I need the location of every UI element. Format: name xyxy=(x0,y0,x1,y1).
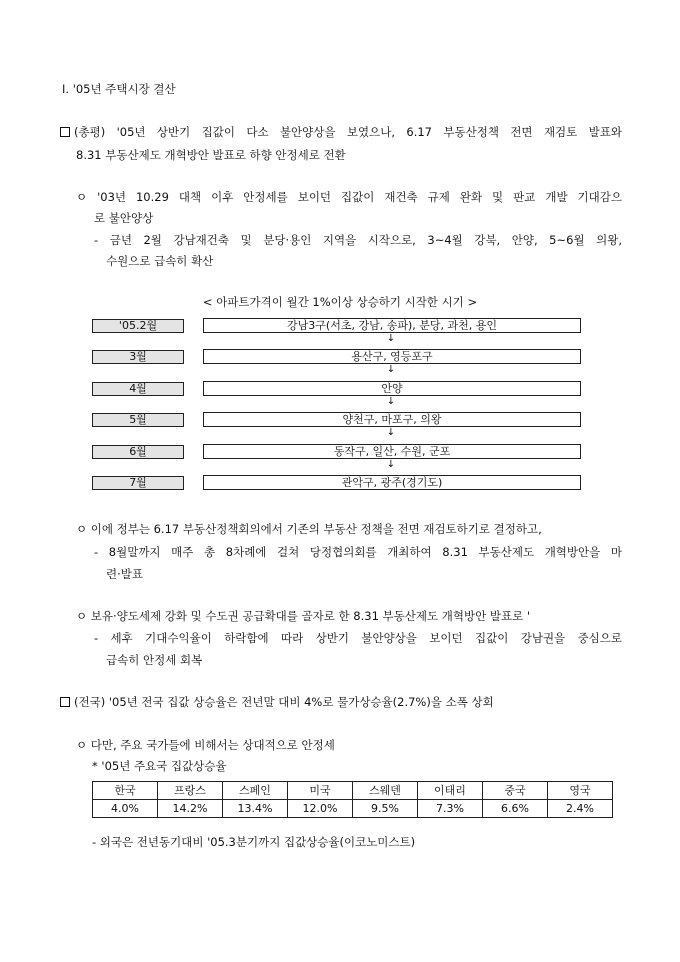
summary-line-1: (총평) '05년 상반기 집값이 다소 불안양상을 보였으나, 6.17 부동산정책 전면 재검토 발표와 xyxy=(74,125,622,139)
table-header-row xyxy=(93,782,613,800)
nationwide-line-1: (전국) '05년 전국 집값 상승율은 전년말 대비 4%로 물가상승율(2.7%)을 소폭 상회 xyxy=(74,695,494,709)
flow-month-5: 6월 xyxy=(92,445,184,459)
summary-paragraph xyxy=(60,124,622,140)
table-cell: 4.0% xyxy=(93,800,158,818)
table-header-cell: 미국 xyxy=(288,782,353,800)
flow-areas-6: 관악구, 광주(경기도) xyxy=(203,475,581,490)
table-header-cell: 스페인 xyxy=(223,782,288,800)
flow-areas-1: 강남3구(서초, 강남, 송파), 분당, 과천, 용인 xyxy=(203,318,581,333)
bullet-3-sub-line-2: 급속히 안정세 회복 xyxy=(106,653,203,667)
table-cell: 13.4% xyxy=(223,800,288,818)
section-title: Ⅰ. '05년 주택시장 결산 xyxy=(62,82,176,96)
bullet-3-line-1: ㅇ 보유·양도세제 강화 및 수도권 공급확대를 골자로 한 8.31 부동산제도 개혁방안 발표로 ' xyxy=(76,609,530,623)
bullet-1-sub-line-2: 수원으로 급속히 확산 xyxy=(106,254,214,268)
bullet-3-sub-line-1: - 세후 기대수익율이 하락함에 따라 상반기 불안양상을 보이던 집값이 강남권을 중심으로 xyxy=(94,631,622,645)
down-arrow-icon: ↓ xyxy=(386,427,396,438)
table-header-cell: 한국 xyxy=(93,782,158,800)
table-header-cell: 프랑스 xyxy=(158,782,223,800)
table-cell: 7.3% xyxy=(418,800,483,818)
table-header-cell: 스웨덴 xyxy=(353,782,418,800)
bullet-2-sub-line-2: 련·발표 xyxy=(106,567,143,581)
summary-line-2: 8.31 부동산제도 개혁방안 발표로 하향 안정세로 전환 xyxy=(76,148,346,162)
table-row xyxy=(93,800,613,818)
down-arrow-icon: ↓ xyxy=(386,333,396,344)
flow-month-3: 4월 xyxy=(92,382,184,396)
flow-month-2: 3월 xyxy=(92,350,184,364)
flow-areas-5: 동작구, 일산, 수원, 군포 xyxy=(203,444,581,459)
bullet-1-line-2: 로 불안양상 xyxy=(94,211,154,225)
table-cell: 12.0% xyxy=(288,800,353,818)
bullet-4-line-1: ㅇ 다만, 주요 국가들에 비해서는 상대적으로 안정세 xyxy=(76,738,335,752)
table-cell: 14.2% xyxy=(158,800,223,818)
flow-month-4: 5월 xyxy=(92,413,184,427)
table-cell: 2.4% xyxy=(548,800,613,818)
square-bullet-icon xyxy=(60,127,70,137)
flow-areas-4: 양천구, 마포구, 의왕 xyxy=(203,412,581,427)
table-cell: 9.5% xyxy=(353,800,418,818)
flow-areas-2: 용산구, 영등포구 xyxy=(203,349,581,364)
flow-areas-3: 안양 xyxy=(203,381,581,396)
bullet-1-line-1: ㅇ '03년 10.29 대책 이후 안정세를 보이던 집값이 재건축 규제 완화 및 판교 개발 기대감으 xyxy=(76,190,622,204)
flow-month-1: '05.2월 xyxy=(92,319,184,333)
square-bullet-icon xyxy=(60,697,70,707)
table-cell: 6.6% xyxy=(483,800,548,818)
down-arrow-icon: ↓ xyxy=(386,364,396,375)
down-arrow-icon: ↓ xyxy=(386,396,396,407)
table-header-cell: 영국 xyxy=(548,782,613,800)
nationwide-paragraph xyxy=(60,694,494,710)
bullet-2-sub-line-1: - 8월말까지 매주 총 8차례에 걸쳐 당정협의회를 개최하여 8.31 부동산제도 개혁방안을 마 xyxy=(94,545,622,559)
table-note: * '05년 주요국 집값상승율 xyxy=(92,759,227,773)
house-price-rate-table xyxy=(92,781,613,818)
flow-month-6: 7월 xyxy=(92,476,184,490)
table-header-cell: 중국 xyxy=(483,782,548,800)
down-arrow-icon: ↓ xyxy=(386,459,396,470)
table-header-cell: 이태리 xyxy=(418,782,483,800)
table-footnote: - 외국은 전년동기대비 '05.3분기까지 집값상승율(이코노미스트) xyxy=(92,835,416,849)
flow-caption: < 아파트가격이 월간 1%이상 상승하기 시작한 시기 > xyxy=(202,295,478,309)
bullet-1-sub-line-1: - 금년 2월 강남재건축 및 분당·용인 지역을 시작으로, 3~4월 강북, 안양, 5~6월 의왕, xyxy=(94,233,622,247)
bullet-2-line-1: ㅇ 이에 정부는 6.17 부동산정책회의에서 기존의 부동산 정책을 전면 재검토하기로 결정하고, xyxy=(76,522,542,536)
